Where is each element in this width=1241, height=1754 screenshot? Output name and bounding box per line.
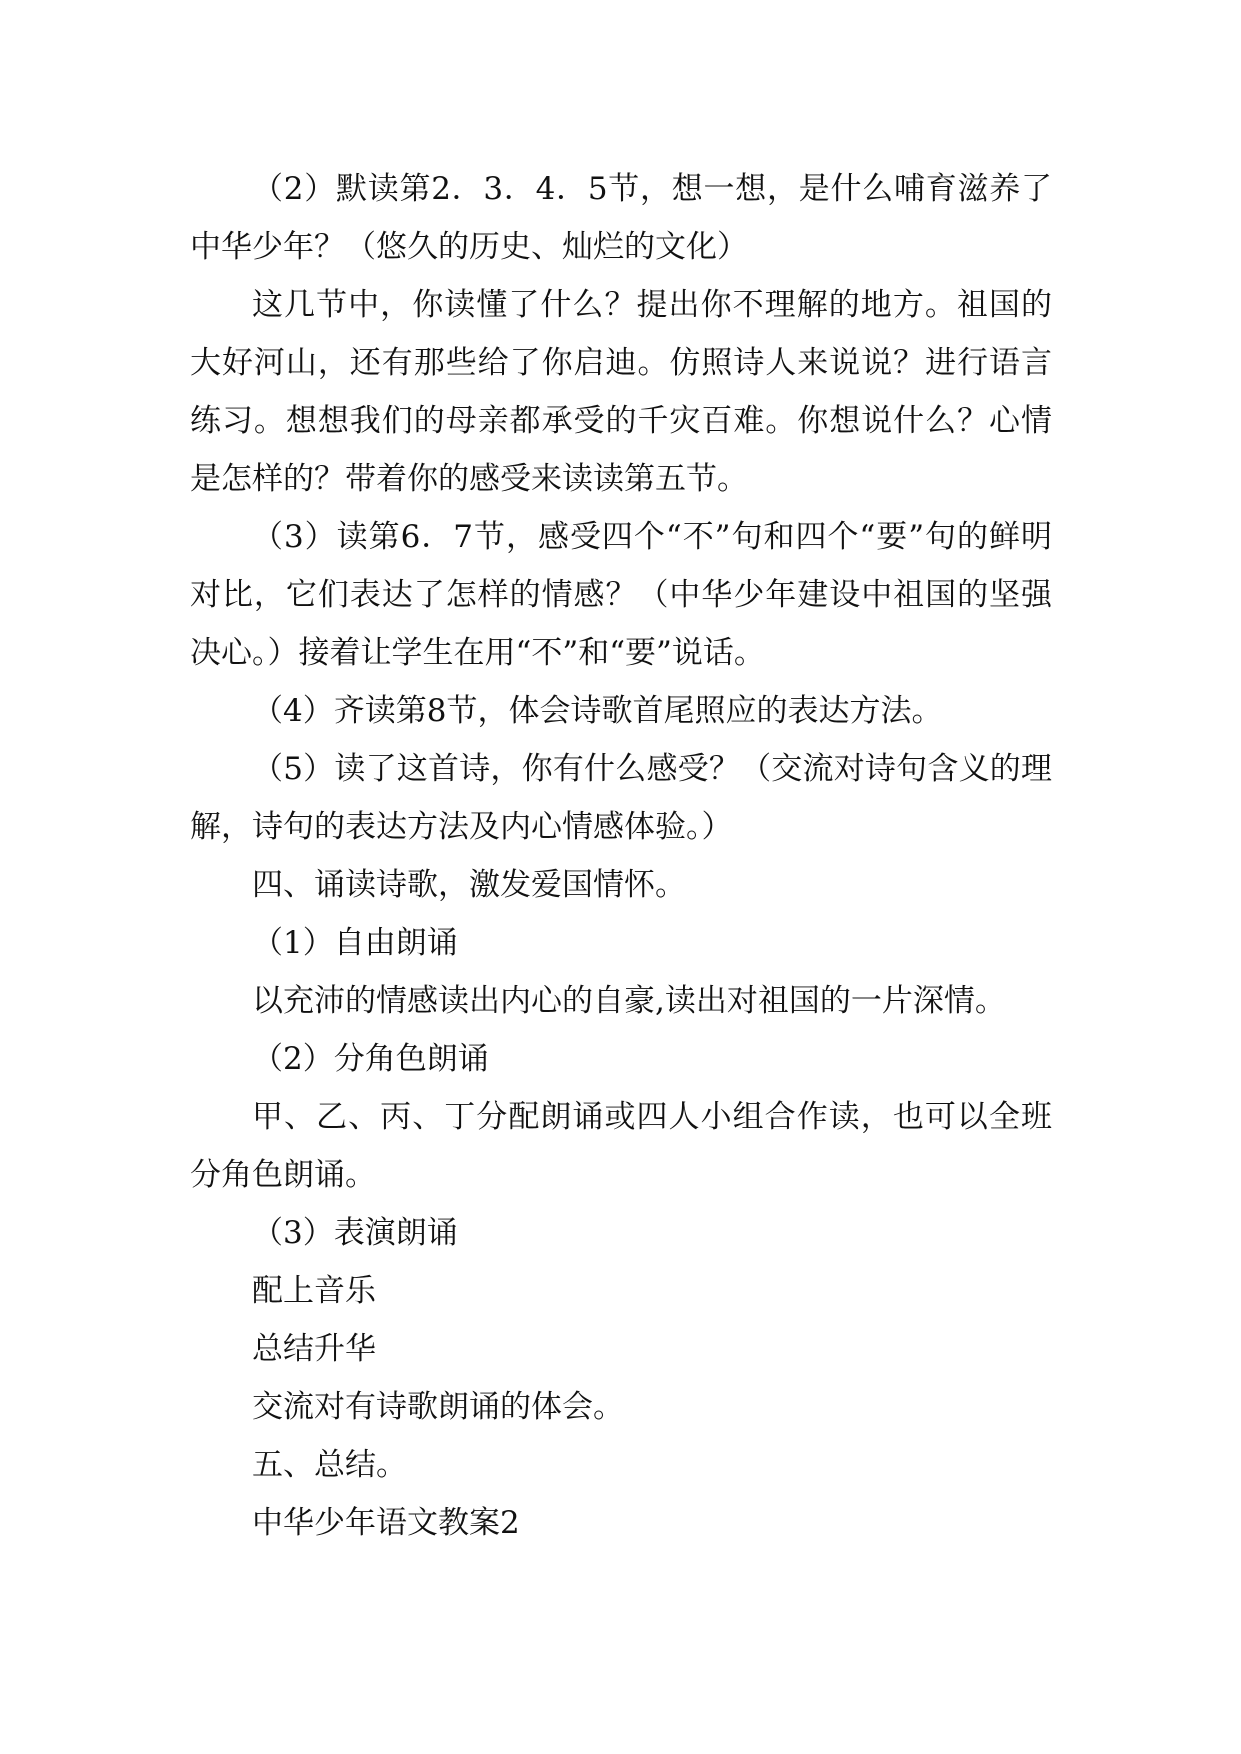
item-free-recitation: （1）自由朗诵	[252, 925, 458, 961]
paragraph-silent-reading: （2）默读第2．3．4．5节，想一想，是什么哺育滋养了中华少年？（悠久的历史、灿烂的文化）	[190, 171, 1052, 265]
item-performance-recitation: （3）表演朗诵	[252, 1215, 458, 1251]
document-body	[190, 160, 1052, 1552]
paragraph-understanding: 这几节中，你读懂了什么？提出你不理解的地方。祖国的大好河山，还有那些给了你启迪。仿照诗人来说说？进行语言练习。想想我们的母亲都承受的千灾百难。你想说什么？心情是怎样的？带着你的感受来读读第五节。	[190, 287, 1052, 497]
heading-summary: 五、总结。	[252, 1447, 407, 1483]
paragraph-free-recitation-detail: 以充沛的情感读出内心的自豪,读出对祖国的一片深情。	[252, 983, 1006, 1019]
item-role-recitation: （2）分角色朗诵	[252, 1041, 489, 1077]
paragraph-role-recitation-detail: 甲、乙、丙、丁分配朗诵或四人小组合作读，也可以全班分角色朗诵。	[190, 1099, 1052, 1193]
heading-recite-poem: 四、诵读诗歌，激发爱国情怀。	[252, 867, 686, 903]
line-add-music: 配上音乐	[252, 1273, 376, 1309]
line-summary-sublimation: 总结升华	[252, 1331, 376, 1367]
paragraph-contrast: （3）读第6．7节，感受四个“不”句和四个“要”句的鲜明对比，它们表达了怎样的情感？（中华少年建设中祖国的坚强决心。）接着让学生在用“不”和“要”说话。	[190, 519, 1052, 671]
line-share-experience: 交流对有诗歌朗诵的体会。	[252, 1389, 624, 1425]
heading-lesson-plan-2: 中华少年语文教案2	[252, 1505, 520, 1541]
paragraph-read-section-8: （4）齐读第8节，体会诗歌首尾照应的表达方法。	[252, 693, 943, 729]
paragraph-feelings: （5）读了这首诗，你有什么感受？（交流对诗句含义的理解，诗句的表达方法及内心情感体验。）	[190, 751, 1052, 845]
